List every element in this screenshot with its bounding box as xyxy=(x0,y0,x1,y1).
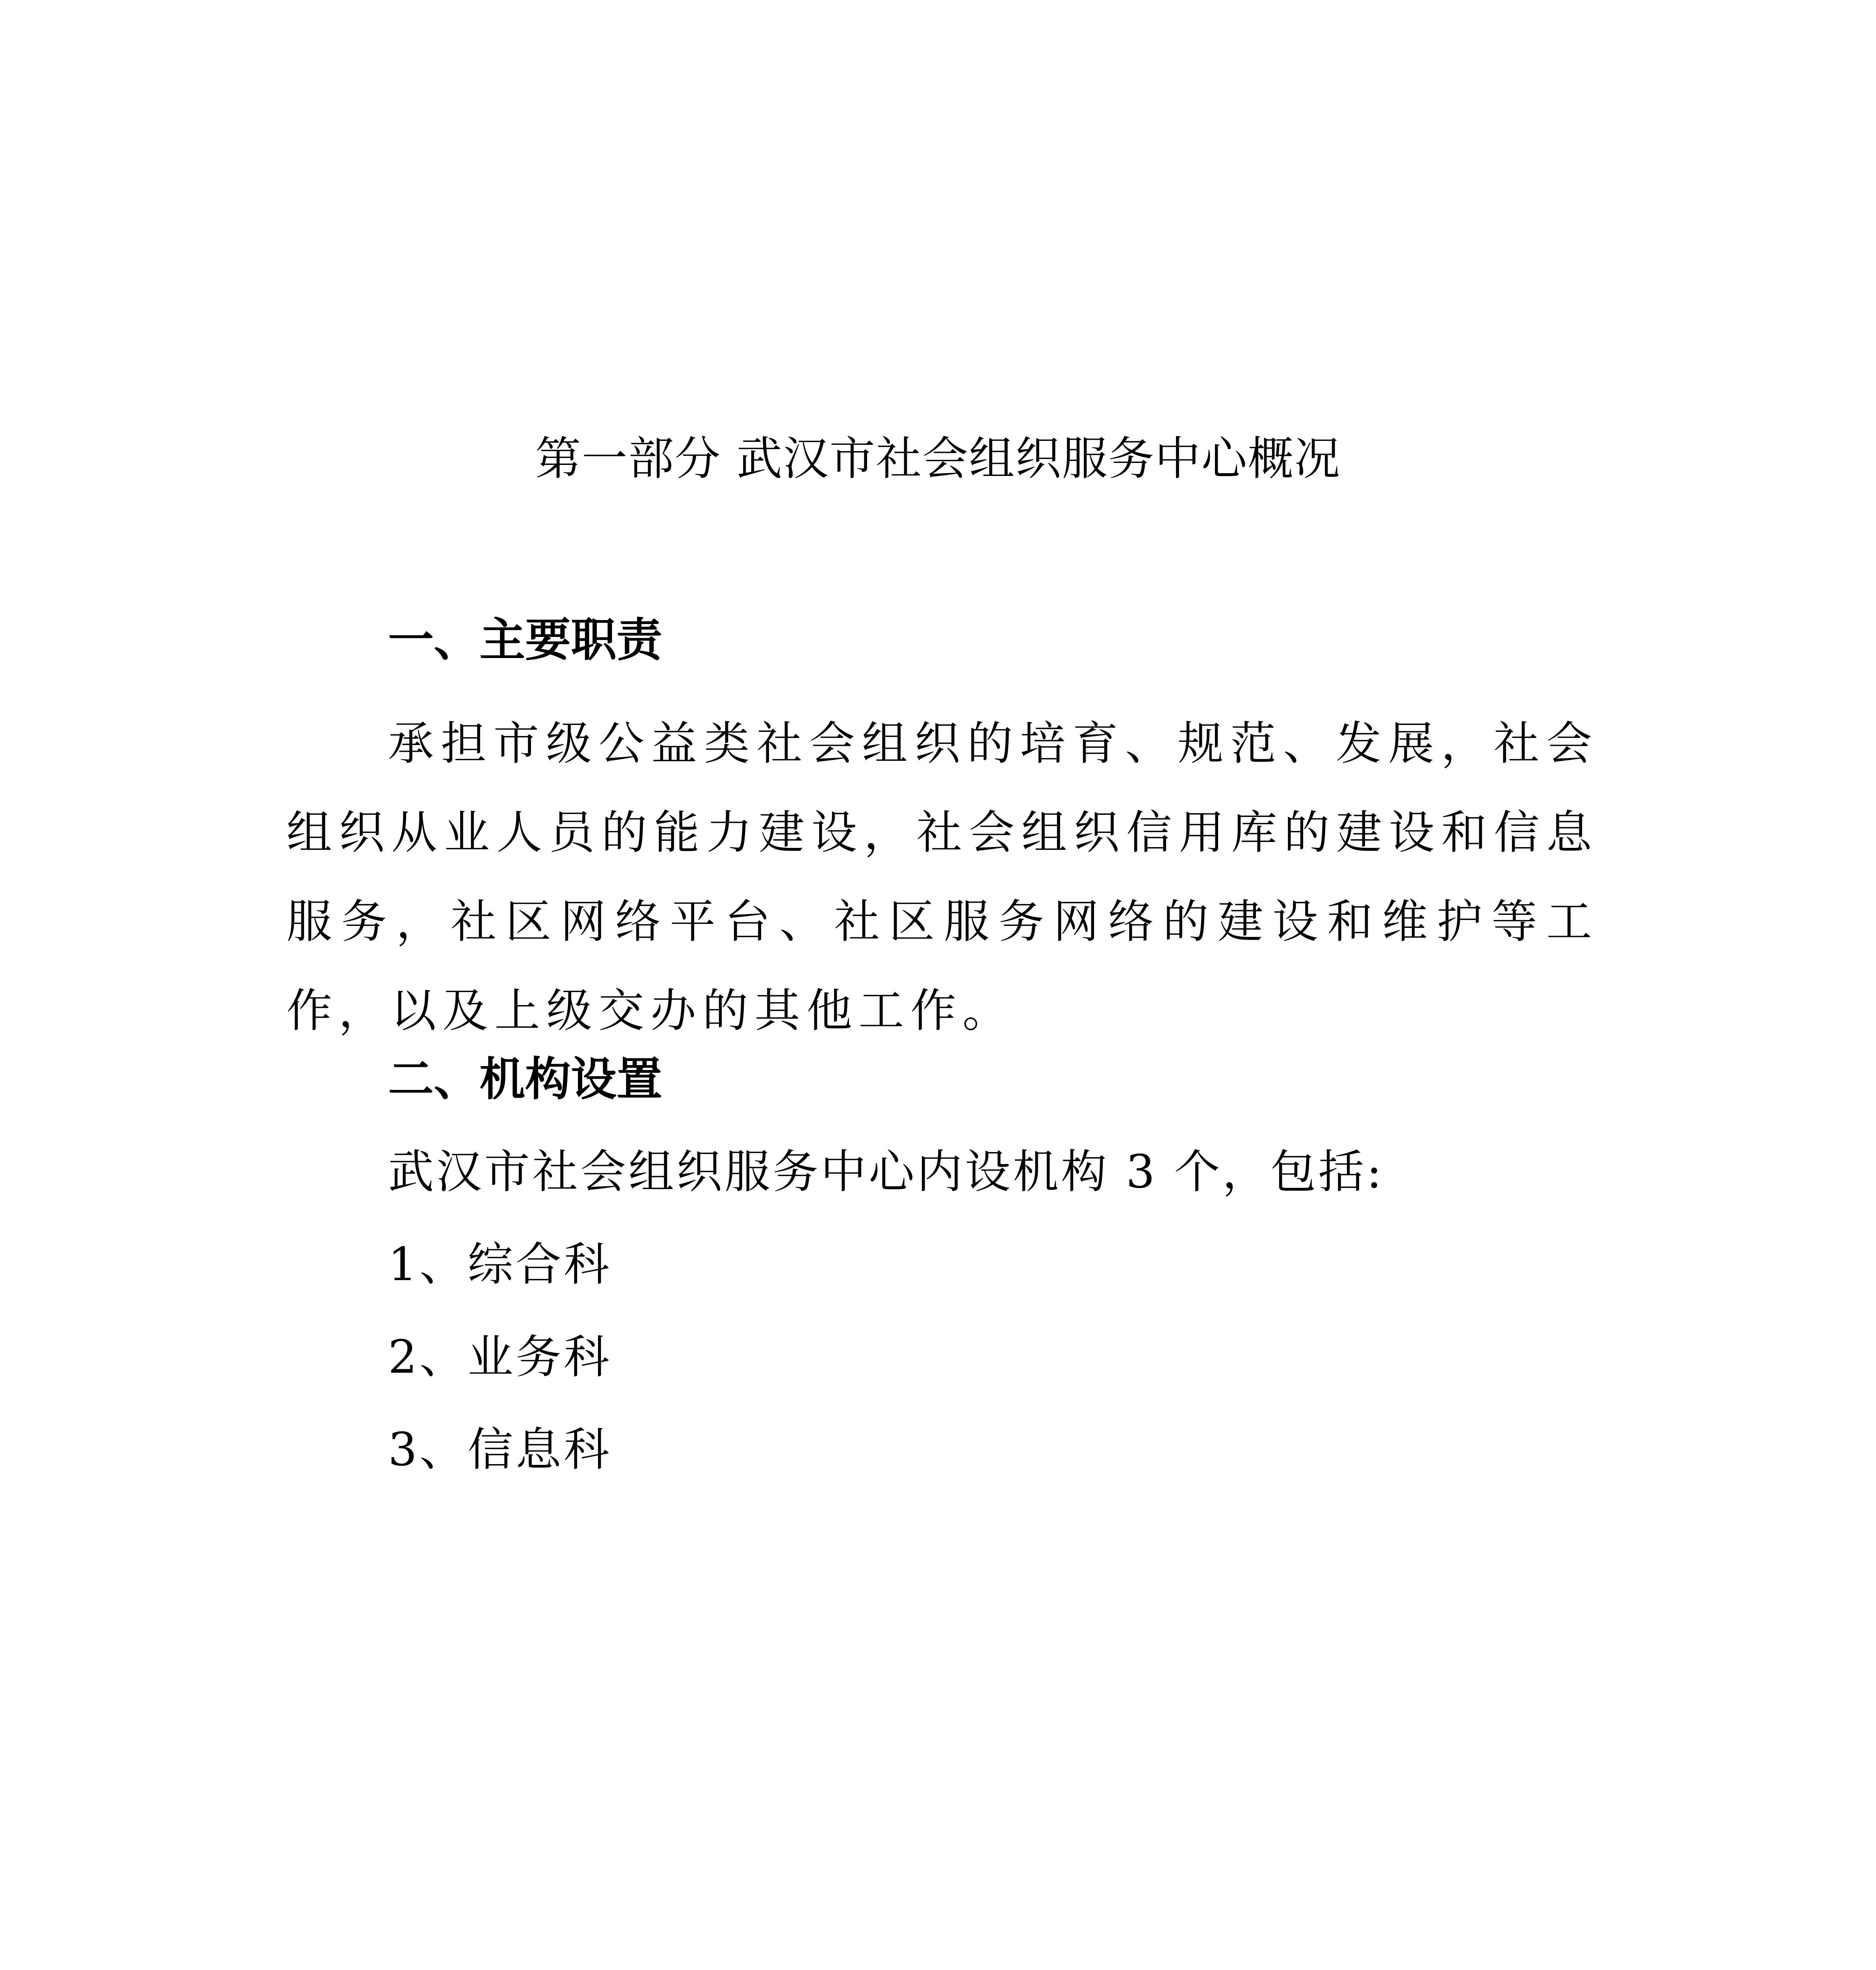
section-heading-organization: 二、机构设置 xyxy=(388,1053,662,1106)
list-item: 3、信息科 xyxy=(388,1423,612,1476)
organization-intro: 武汉市社会组织服务中心内设机构 3 个，包括: xyxy=(388,1145,1384,1199)
list-item: 2、业务科 xyxy=(388,1331,612,1384)
section-heading-responsibilities: 一、主要职责 xyxy=(388,613,662,667)
page-title: 第一部分 武汉市社会组织服务中心概况 xyxy=(535,432,1341,485)
responsibilities-paragraph: 承担市级公益类社会组织的培育、规范、发展，社会组织从业人员的能力建设，社会组织信用库的建设和信息服务，社区网络平台、社区服务网络的建设和维护等工作，以及上级交办的其他工作。 xyxy=(286,717,1598,1037)
list-item: 1、综合科 xyxy=(388,1238,612,1291)
